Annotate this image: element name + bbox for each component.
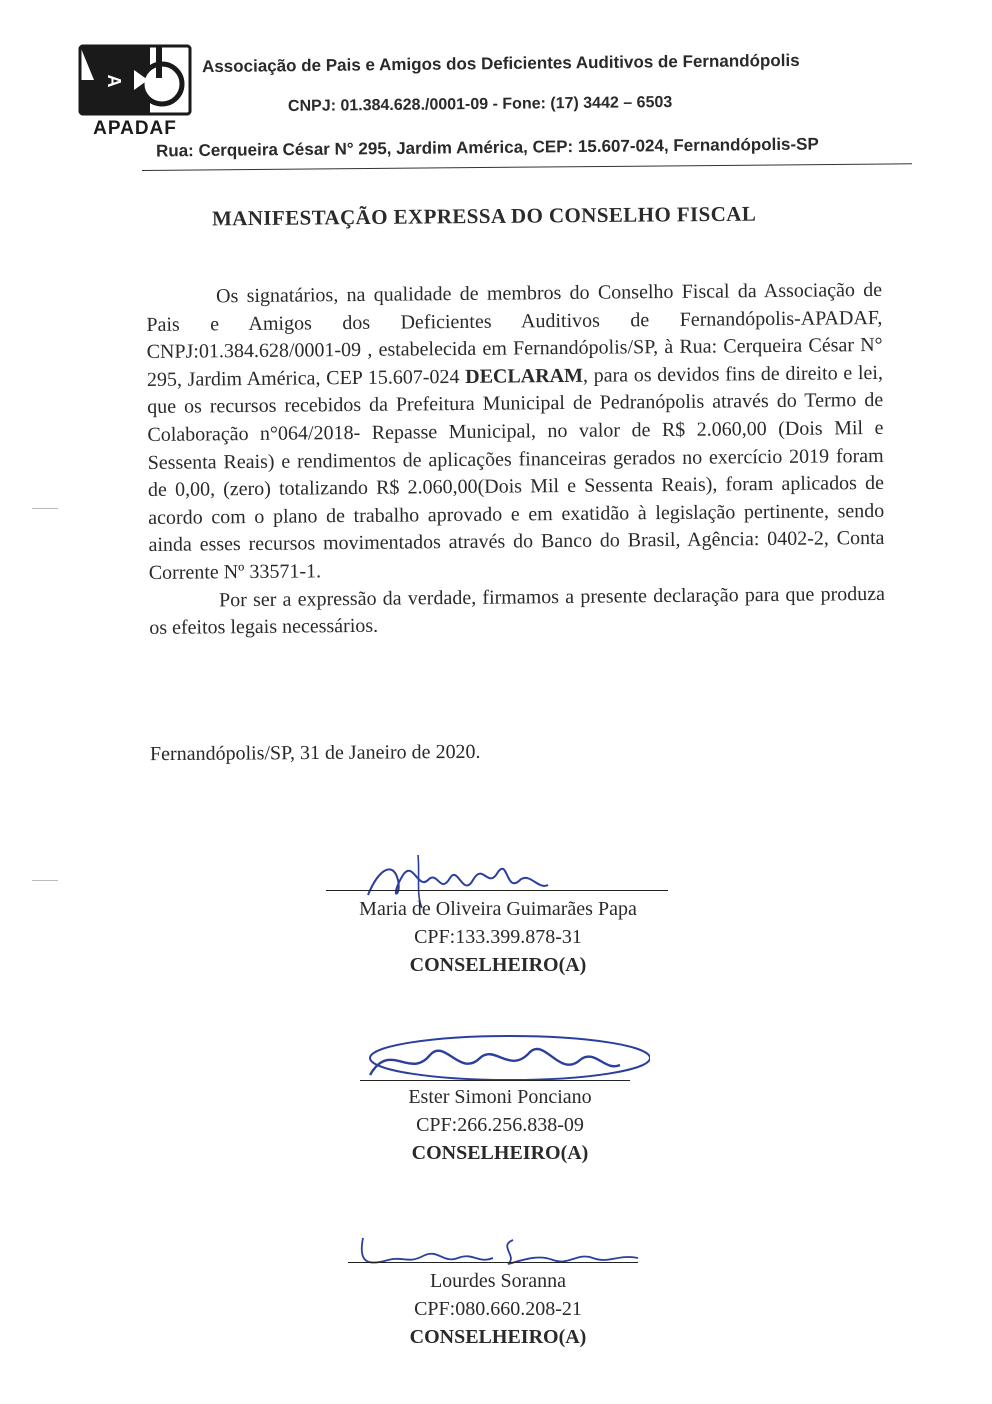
document-title: MANIFESTAÇÃO EXPRESSA DO CONSELHO FISCAL [211, 201, 757, 231]
signatory-name: Ester Simoni Ponciano [408, 1086, 592, 1108]
declaram-emphasis: DECLARAM [465, 364, 584, 388]
paragraph-text: Os signatários, na qualidade de membros do Conselho Fiscal da Associação de Pais e Amigos dos Deficientes Auditivos de Fernandópolis-APADAF, CNPJ:01.384.628/0001-09 , estabelecida em Fernandópolis/SP, à Rua: Cerqueira César N° 295, Jardim América, CEP 15.607-024 [146, 278, 883, 391]
signatory-role: CONSELHEIRO(A) [411, 1142, 589, 1164]
date-line: Fernandópolis/SP, 31 de Janeiro de 2020. [149, 740, 481, 766]
logo-letter: A [104, 74, 124, 88]
closing-paragraph: Por ser a expressão da verdade, firmamos a presente declaração para que produza os efeitos legais necessários. [149, 582, 886, 640]
scan-mark [32, 880, 58, 881]
signatory-name: Lourdes Soranna [429, 1270, 567, 1292]
scan-mark [32, 508, 58, 509]
cnpj-phone: CNPJ: 01.384.628./0001-09 - Fone: (17) 3442 – 6503 [287, 93, 673, 116]
header-divider [142, 163, 912, 171]
organization-address: Rua: Cerqueira César N° 295, Jardim América, CEP: 15.607-024, Fernandópolis-SP [155, 134, 819, 161]
signature-line [360, 1080, 630, 1081]
declaration-paragraph [146, 277, 885, 588]
signatory-cpf: CPF:080.660.208-21 [414, 1298, 582, 1320]
signature-line [348, 1262, 638, 1263]
signature-line [326, 890, 668, 891]
declaration-body [146, 277, 885, 643]
signatory-role: CONSELHEIRO(A) [409, 954, 587, 976]
logo-wordmark: APADAF [93, 118, 177, 139]
organization-name: Associação de Pais e Amigos dos Deficientes Auditivos de Fernandópolis [201, 50, 800, 77]
signatory-name: Maria de Oliveira Guimarães Papa [359, 898, 637, 920]
paragraph-text-continued: , para os devidos fins de direito e lei, que os recursos recebidos da Prefeitura Municipal de Pedranópolis através do Termo de Colaboração n°064/2018- Repasse Municipal, no valor de R$ 2.060,00 (Dois Mil e Sessenta Reais) e rendimentos de aplicações financeiras gerados no exercício 2019 foram de 0,00, (zero) totalizando R$ 2.060,00(Dois Mil e Sessenta Reais), foram aplicados de acordo com o plano de trabalho aprovado e em exatidão à legislação pertinente, sendo ainda esses recursos movimentados através do Banco do Brasil, Agência: 0402-2, Conta Corrente Nº 33571-1. [147, 361, 885, 584]
signature-scribble [350, 1030, 650, 1090]
signatory-cpf: CPF:266.256.838-09 [416, 1114, 584, 1136]
signatory-role: CONSELHEIRO(A) [409, 1326, 587, 1348]
signatory-cpf: CPF:133.399.878-31 [414, 926, 582, 948]
